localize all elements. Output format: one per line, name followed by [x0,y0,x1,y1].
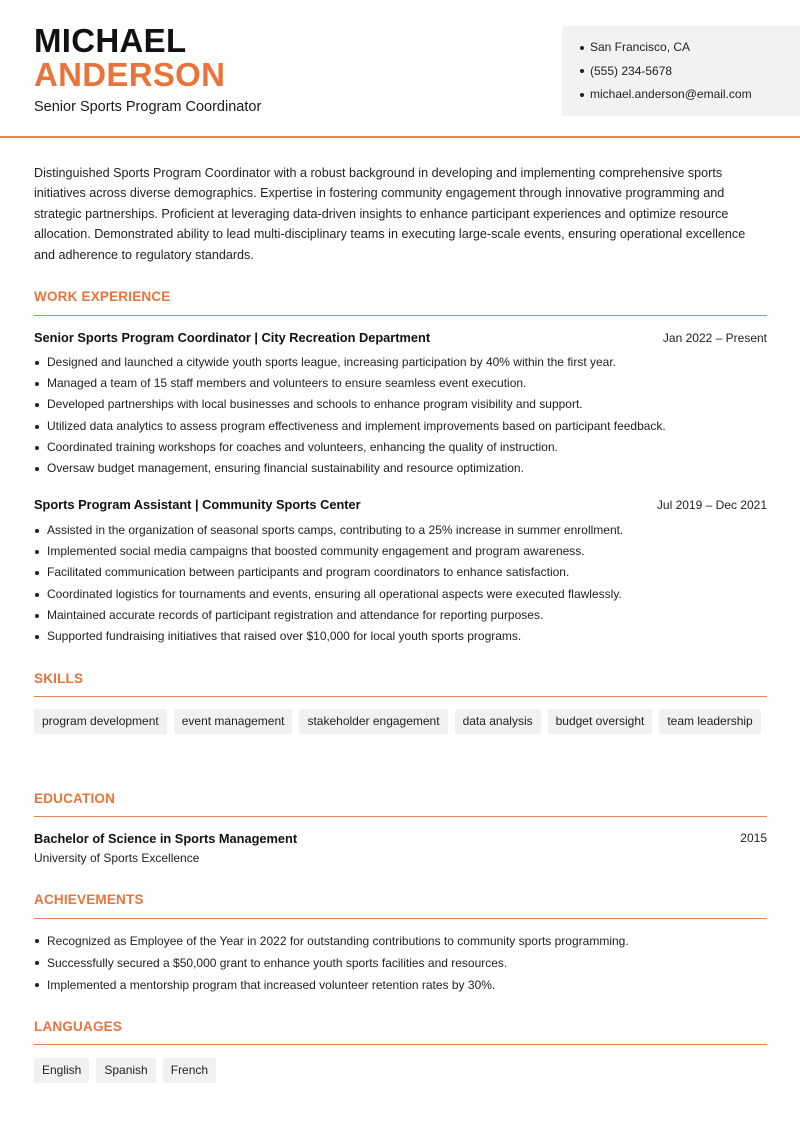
contact-location [580,36,800,60]
list-item: Recognized as Employee of the Year in 2022 for outstanding contributions to community sports programming. [34,930,774,952]
section-divider [34,918,767,919]
job-bullets [34,352,774,479]
language-chip: French [163,1058,216,1083]
list-item: Implemented a mentorship program that increased volunteer retention rates by 30%. [34,974,774,996]
education-year: 2015 [740,831,767,845]
summary-paragraph: Distinguished Sports Program Coordinator with a robust background in developing and implementing comprehensive sports initiatives across diverse demographics. Expertise in fostering community engagement through innovative programming and strategic partnerships. Proficient at leveraging data-driven insights to enhance participant experiences and optimize resource allocation. Demonstrated ability to lead multi-disciplinary teams in executing large-scale events, ensuring operational excellence and adherence to regulatory standards. [34,166,746,262]
job-bullets [34,520,774,647]
skill-chip: data analysis [455,709,541,734]
skill-chip: event management [174,709,293,734]
list-item: Facilitated communication between participants and program coordinators to enhance satisfaction. [34,562,774,583]
job-role: Senior Sports Program Coordinator [34,99,262,115]
section-title-skills: SKILLS [34,671,84,686]
bullet-icon [580,93,584,97]
job-date: Jul 2019 – Dec 2021 [656,498,767,512]
list-item: Successfully secured a $50,000 grant to enhance youth sports facilities and resources. [34,952,774,974]
list-item: Utilized data analytics to assess program effectiveness and implement improvements based on participant feedback. [34,416,774,437]
job-title: Senior Sports Program Coordinator | City Recreation Department [34,330,431,345]
job-title: Sports Program Assistant | Community Sports Center [34,497,361,512]
list-item: Designed and launched a citywide youth sports league, increasing participation by 40% within the first year. [34,352,774,373]
section-title-achievements: ACHIEVEMENTS [34,892,144,907]
language-chip: Spanish [96,1058,155,1083]
section-divider [34,816,767,817]
section-divider [34,696,767,697]
education-school: University of Sports Excellence [34,851,200,865]
skill-chip: stakeholder engagement [299,709,447,734]
skill-chip: budget oversight [548,709,653,734]
list-item: Maintained accurate records of participant registration and attendance for reporting purposes. [34,605,774,626]
languages-list [34,1058,774,1083]
contact-phone-text: (555) 234-5678 [590,63,673,78]
contact-location-text: San Francisco, CA [590,40,691,54]
resume-header [0,0,800,138]
list-item: Assisted in the organization of seasonal sports camps, contributing to a 25% increase in summer enrollment. [34,520,774,541]
job-date: Jan 2022 – Present [662,331,767,345]
skills-list [34,709,774,734]
list-item: Oversaw budget management, ensuring financial sustainability and resource optimization. [34,458,774,479]
education-degree: Bachelor of Science in Sports Management [34,831,298,846]
achievement-bullets [34,930,774,996]
section-title-work: WORK EXPERIENCE [34,289,171,304]
list-item: Coordinated training workshops for coaches and volunteers, enhancing the quality of instruction. [34,437,774,458]
section-divider [34,1044,767,1045]
bullet-icon [580,46,584,50]
section-title-education: EDUCATION [34,791,116,806]
section-title-languages: LANGUAGES [34,1019,123,1034]
contact-phone [580,60,800,84]
list-item: Coordinated logistics for tournaments and events, ensuring all operational aspects were executed flawlessly. [34,584,774,605]
skill-chip: program development [34,709,167,734]
contact-email [580,83,800,107]
list-item: Managed a team of 15 staff members and volunteers to ensure seamless event execution. [34,373,774,394]
list-item: Developed partnerships with local businesses and schools to enhance program visibility and support. [34,394,774,415]
last-name: ANDERSON [34,56,226,93]
contact-email-text: michael.anderson@email.com [590,87,752,101]
first-name: MICHAEL [34,22,187,59]
section-divider [34,315,767,316]
list-item: Supported fundraising initiatives that raised over $10,000 for local youth sports programs. [34,626,774,647]
contact-box [562,26,800,116]
bullet-icon [580,69,584,73]
skill-chip: team leadership [659,709,760,734]
language-chip: English [34,1058,89,1083]
list-item: Implemented social media campaigns that boosted community engagement and program awareness. [34,541,774,562]
